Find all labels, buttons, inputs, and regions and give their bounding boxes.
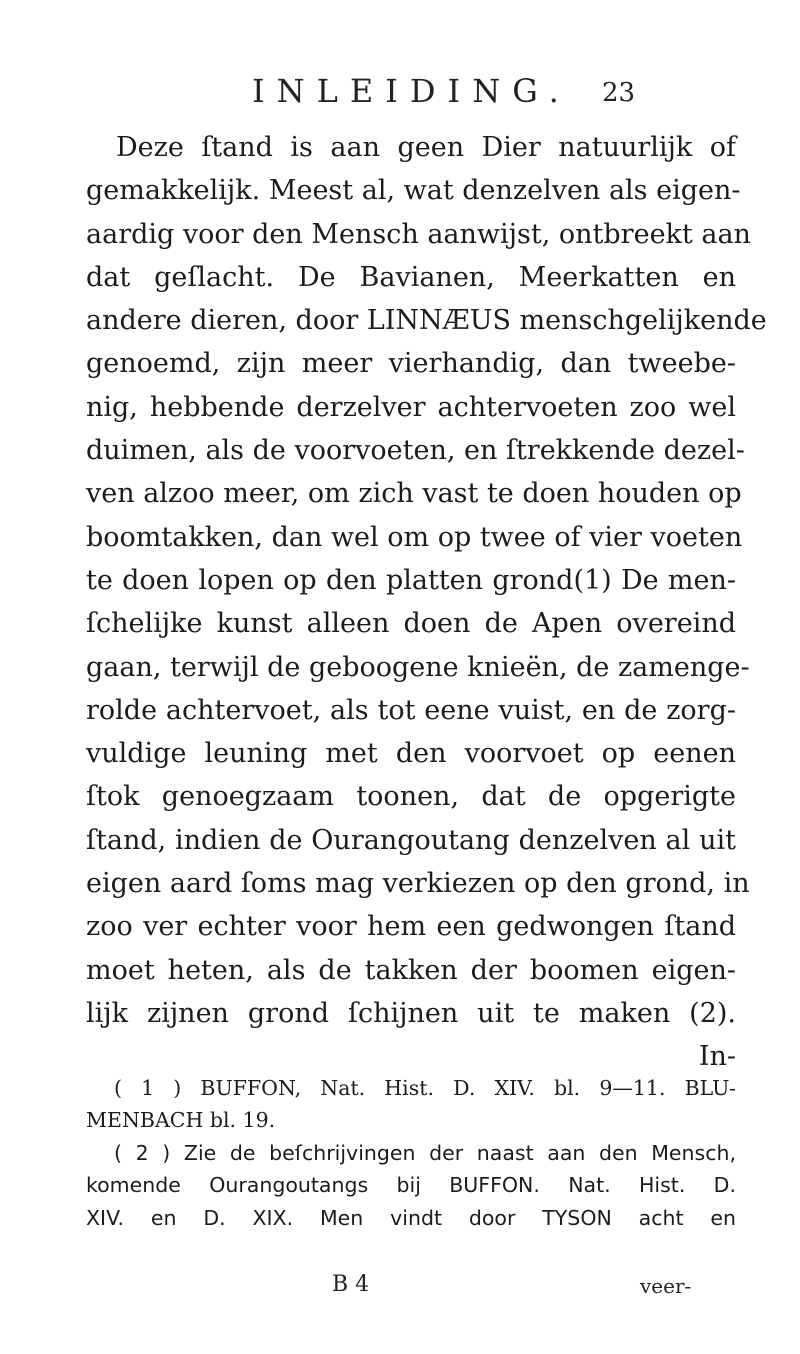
text-line: gemakkelijk. Meest al, wat denzelven als eigen- [86,175,741,207]
text-line: ſchelijke kunst alleen doen de Apen overeind [86,608,736,640]
text-line: genoemd, zijn meer vierhandig, dan tweebe- [86,348,736,380]
body-text [86,126,767,1079]
text-line: moet heten, als de takken der boomen eigen- [86,954,736,986]
text-line: vuldige leuning met den voorvoet op eenen [86,738,736,770]
footnote-line: komende Ourangoutangs bij BUFFON. Nat. Hist. D. [86,1173,736,1198]
text-line: te doen lopen op den platten grond(1) De men- [86,564,736,596]
signature-mark: B 4 [332,1272,370,1297]
text-line: rolde achtervoet, als tot eene vuist, en de zorg- [86,694,736,726]
text-line: aardig voor den Mensch aanwijst, ontbreekt aan [86,218,751,250]
footnote-line: MENBACH bl. 19. [86,1108,276,1133]
footnote-line: ( 1 ) BUFFON, Nat. Hist. D. XIV. bl. 9—11. BLU- [114,1076,736,1100]
text-line: ſtok genoegzaam toonen, dat de opgerigte [86,781,736,813]
text-line: zoo ver echter voor hem een gedwongen ſtand [86,911,736,943]
footnotes [86,1072,736,1234]
text-line: andere dieren, door LINNÆUS menschgelijkende [86,305,767,337]
text-line: lijk zijnen grond ſchijnen uit te maken (2). [86,997,736,1029]
text-line: ſtand, indien de Ourangoutang denzelven al uit [86,824,736,856]
text-line: gaan, terwijl de geboogene knieën, de zamenge- [86,651,750,683]
text-line: eigen aard ſoms mag verkiezen op den grond, in [86,868,750,900]
text-line: ven alzoo meer, om zich vast te doen houden op [86,478,742,510]
running-head: INLEIDING. [252,72,571,110]
text-line: In- [698,1041,736,1073]
catchword: veer- [640,1274,692,1298]
text-line: nig, hebbende derzelver achtervoeten zoo wel [86,391,736,423]
text-line: boomtakken, dan wel om op twee of vier voeten [86,521,743,553]
page-number: 23 [602,78,636,108]
text-line: dat geſlacht. De Bavianen, Meerkatten en [86,261,736,293]
footnote-line: ( 2 ) Zie de beſchrijvingen der naast aan den Mensch, [114,1140,736,1165]
footnote-line: XIV. en D. XIX. Men vindt door TYSON acht en [86,1205,736,1230]
text-line: duimen, als de voorvoeten, en ſtrekkende dezel- [86,435,745,467]
text-line: Deze ſtand is aan geen Dier natuurlijk of [116,132,736,163]
